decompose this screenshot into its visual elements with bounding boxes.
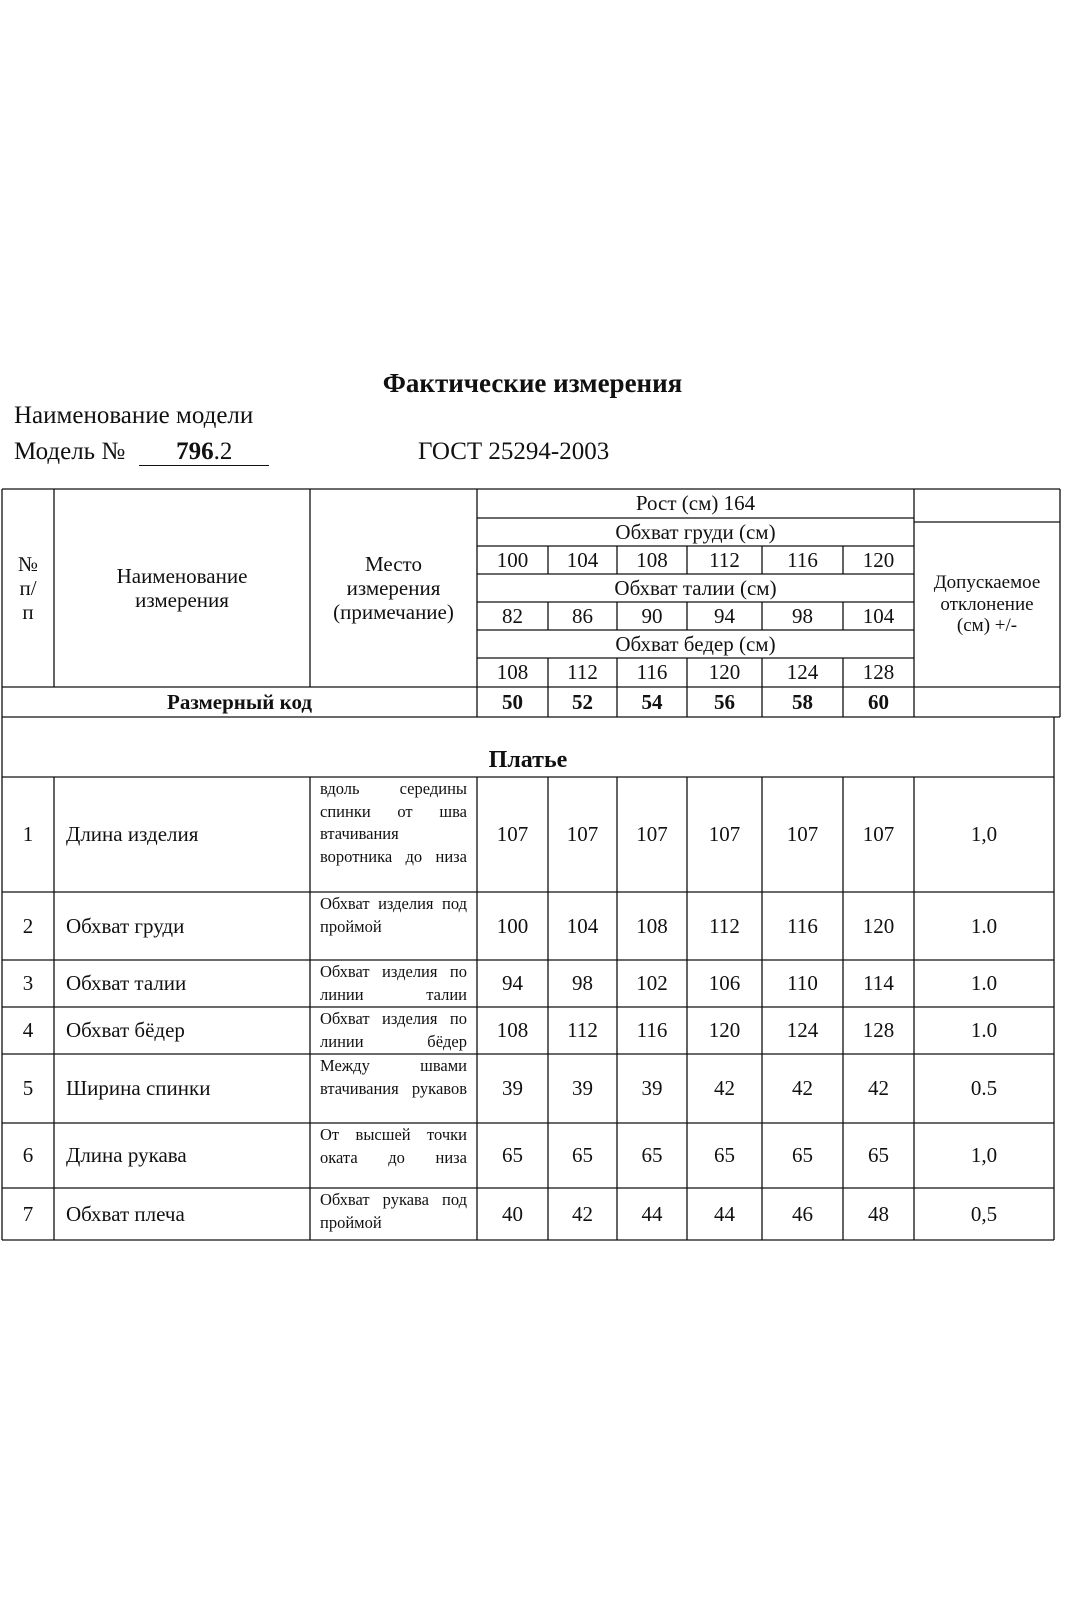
row-name: Обхват плеча — [66, 1201, 185, 1226]
header-height: Рост (см) 164 — [635, 491, 756, 516]
model-name-label: Наименование модели — [14, 402, 254, 429]
header-number: № п/ п — [17, 551, 39, 625]
row-note: От высшей точки оката до низа — [320, 1125, 467, 1167]
row-tolerance: 0,5 — [970, 1201, 998, 1226]
row-value: 98 — [572, 971, 593, 996]
size-code-value: 54 — [641, 689, 663, 714]
row-value: 44 — [714, 1201, 735, 1226]
row-value: 110 — [787, 971, 818, 996]
row-name: Обхват бёдер — [66, 1018, 185, 1043]
header-waist-value: 98 — [792, 603, 813, 628]
row-tolerance: 1.0 — [970, 1018, 998, 1043]
row-tolerance: 1.0 — [970, 971, 998, 996]
size-code-value: 58 — [792, 689, 813, 714]
row-value: 108 — [636, 913, 668, 938]
row-value: 102 — [636, 971, 668, 996]
model-number-bold: 796 — [176, 438, 214, 465]
header-chest-value: 104 — [566, 547, 599, 572]
row-value: 46 — [792, 1201, 813, 1226]
row-value: 107 — [786, 822, 819, 847]
row-note: Обхват изделия под проймой — [320, 894, 467, 936]
header-chest-value: 108 — [636, 547, 668, 572]
row-value: 116 — [636, 1018, 668, 1043]
row-name: Ширина спинки — [66, 1076, 211, 1101]
row-number: 3 — [22, 971, 34, 996]
row-value: 112 — [567, 1018, 598, 1043]
header-hips-value: 108 — [496, 660, 529, 685]
header-chest-value: 112 — [709, 547, 740, 572]
row-value: 100 — [496, 913, 529, 938]
header-hips-value: 116 — [636, 660, 668, 685]
row-value: 65 — [641, 1143, 663, 1168]
header-chest-value: 100 — [496, 547, 529, 572]
row-tolerance: 1.0 — [970, 913, 998, 938]
header-waist-value: 94 — [714, 603, 735, 628]
header-hips-value: 124 — [786, 660, 819, 685]
row-name: Длина изделия — [66, 822, 199, 847]
header-hips-value: 112 — [567, 660, 598, 685]
row-value: 65 — [868, 1143, 889, 1168]
row-value: 107 — [636, 822, 668, 847]
row-tolerance: 0.5 — [970, 1076, 998, 1101]
gost-standard: ГОСТ 25294-2003 — [418, 438, 610, 465]
row-value: 39 — [572, 1076, 593, 1101]
section-title: Платье — [488, 747, 568, 774]
header-waist-value: 104 — [862, 603, 895, 628]
row-value: 94 — [502, 971, 523, 996]
model-number-rest: .2 — [213, 438, 233, 465]
row-number: 2 — [22, 913, 34, 938]
row-value: 128 — [862, 1018, 895, 1043]
header-hips-value: 120 — [708, 660, 741, 685]
row-number: 4 — [22, 1018, 34, 1043]
row-note: Между швами втачивания рукавов — [320, 1056, 467, 1098]
row-value: 39 — [641, 1076, 663, 1101]
row-note: вдоль середины спинки от шва втачивания воротника до низа — [320, 779, 467, 866]
row-value: 107 — [496, 822, 529, 847]
row-number: 7 — [22, 1201, 34, 1226]
row-value: 108 — [496, 1018, 529, 1043]
row-value: 39 — [502, 1076, 523, 1101]
row-value: 107 — [708, 822, 741, 847]
row-number: 5 — [22, 1076, 34, 1101]
header-waist-value: 86 — [572, 603, 593, 628]
header-chest-label: Обхват груди (см) — [615, 519, 776, 544]
header-tolerance: Допускаемое отклонение (см) +/- — [933, 571, 1041, 637]
row-value: 112 — [709, 913, 740, 938]
row-value: 42 — [572, 1201, 593, 1226]
header-place: Место измерения (примечание) — [333, 551, 454, 625]
row-value: 65 — [572, 1143, 593, 1168]
row-note: Обхват рукава под проймой — [320, 1190, 467, 1232]
row-value: 40 — [502, 1201, 523, 1226]
row-value: 42 — [792, 1076, 813, 1101]
row-number: 6 — [22, 1143, 34, 1168]
row-tolerance: 1,0 — [970, 1143, 998, 1168]
header-waist-label: Обхват талии (см) — [614, 575, 777, 600]
row-tolerance: 1,0 — [970, 822, 998, 847]
header-name: Наименование измерения — [116, 563, 248, 612]
row-name: Обхват груди — [66, 913, 185, 938]
row-value: 65 — [502, 1143, 523, 1168]
row-value: 65 — [714, 1143, 735, 1168]
row-value: 48 — [868, 1201, 889, 1226]
size-code-value: 50 — [502, 689, 523, 714]
row-note: Обхват изделия по линии талии — [320, 962, 467, 1004]
model-number-label: Модель № — [14, 438, 126, 465]
row-value: 104 — [566, 913, 599, 938]
row-value: 42 — [714, 1076, 735, 1101]
header-hips-label: Обхват бедер (см) — [615, 631, 776, 656]
row-value: 106 — [708, 971, 741, 996]
header-waist-value: 90 — [641, 603, 663, 628]
row-value: 107 — [566, 822, 599, 847]
header-chest-value: 116 — [787, 547, 818, 572]
row-value: 65 — [792, 1143, 813, 1168]
row-name: Длина рукава — [66, 1143, 187, 1168]
header-chest-value: 120 — [862, 547, 895, 572]
row-value: 120 — [708, 1018, 741, 1043]
row-value: 124 — [786, 1018, 819, 1043]
row-value: 44 — [641, 1201, 663, 1226]
row-number: 1 — [22, 822, 34, 847]
size-code-label: Размерный код — [167, 689, 312, 714]
row-value: 120 — [862, 913, 895, 938]
row-value: 107 — [862, 822, 895, 847]
document-title: Фактические измерения — [382, 368, 683, 398]
row-name: Обхват талии — [66, 971, 187, 996]
header-hips-value: 128 — [862, 660, 895, 685]
size-code-value: 56 — [714, 689, 735, 714]
size-code-value: 52 — [572, 689, 593, 714]
size-code-value: 60 — [868, 689, 889, 714]
row-value: 42 — [868, 1076, 889, 1101]
row-note: Обхват изделия по линии бёдер — [320, 1009, 467, 1051]
header-waist-value: 82 — [502, 603, 523, 628]
row-value: 116 — [787, 913, 818, 938]
row-value: 114 — [863, 971, 894, 996]
